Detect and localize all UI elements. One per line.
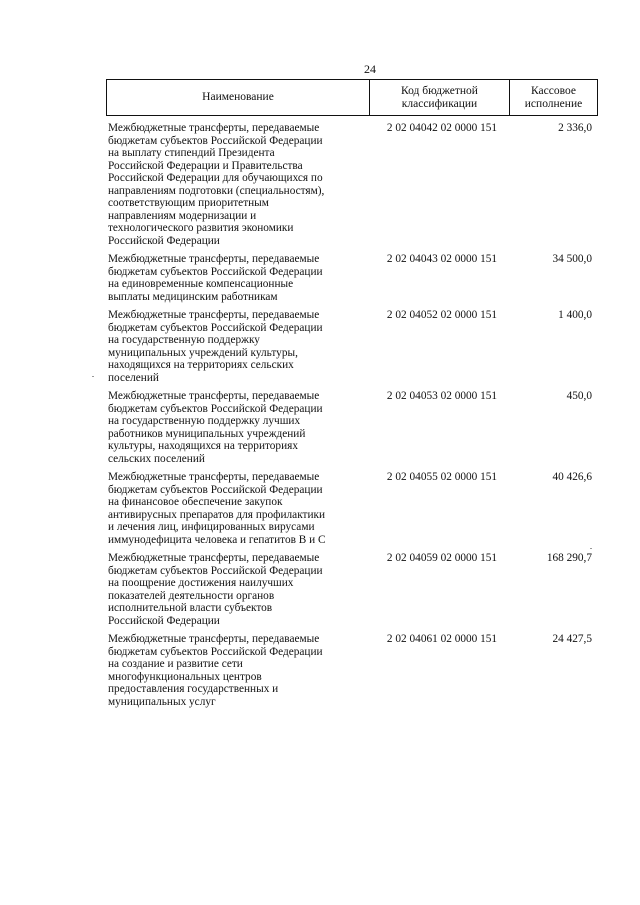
scan-speck — [590, 548, 592, 549]
row-name-line: бюджетам субъектов Российской Федерации — [108, 321, 323, 334]
table-row — [106, 253, 598, 303]
row-name-line: на выплату стипендий Президента — [108, 147, 275, 159]
row-name-line: Межбюджетные трансферты, передаваемые — [108, 633, 320, 645]
row-name-line: антивирусных препаратов для профилактики — [108, 508, 326, 521]
row-name-line: технологического развития экономики — [108, 222, 294, 234]
row-name-line: сельских поселений — [108, 452, 205, 465]
page-number: 24 — [364, 62, 376, 76]
row-exec: 1 400,0 — [558, 309, 592, 321]
row-name-line: иммунодефицита человека и гепатитов B и C — [108, 533, 326, 546]
row-name-line: выплаты медицинским работникам — [108, 290, 278, 303]
row-name-line: исполнительной власти субъектов — [108, 602, 273, 614]
row-exec: 40 426,6 — [552, 471, 592, 483]
row-code: 2 02 04052 02 0000 151 — [386, 309, 498, 321]
row-exec: 450,0 — [566, 390, 592, 402]
row-name-line: Межбюджетные трансферты, передаваемые — [108, 122, 320, 134]
row-name-line: Межбюджетные трансферты, передаваемые — [108, 552, 320, 564]
table-row — [106, 122, 598, 247]
row-name-line: бюджетам субъектов Российской Федерации — [108, 483, 323, 496]
header-exec: Кассовое исполнение — [509, 80, 598, 115]
row-name-line: на государственную поддержку лучших — [108, 415, 301, 427]
row-name-line: Межбюджетные трансферты, передаваемые — [108, 471, 320, 483]
row-exec: 2 336,0 — [558, 122, 592, 134]
row-name-line: Межбюджетные трансферты, передаваемые — [108, 253, 320, 265]
row-code: 2 02 04059 02 0000 151 — [386, 552, 498, 564]
row-name-line: бюджетам субъектов Российской Федерации — [108, 134, 323, 147]
row-name-line: Российской Федерации — [108, 234, 220, 247]
header-code: Код бюджетной классификации — [369, 80, 509, 115]
table-row — [106, 471, 598, 546]
table-row — [106, 552, 598, 627]
row-name-line: Российской Федерации и Правительства — [108, 159, 303, 172]
row-exec: 34 500,0 — [552, 253, 592, 265]
row-name-line: многофункциональных центров — [108, 670, 262, 683]
row-name-line: соответствующим приоритетным — [108, 197, 269, 209]
row-exec: 168 290,7 — [546, 552, 592, 564]
row-name-line: Межбюджетные трансферты, передаваемые — [108, 309, 320, 321]
row-name-line: муниципальных услуг — [108, 695, 216, 708]
row-code: 2 02 04053 02 0000 151 — [386, 390, 498, 402]
row-name — [106, 552, 369, 627]
table-row — [106, 633, 598, 708]
row-name — [106, 253, 369, 303]
table-row — [106, 390, 598, 465]
row-name-line: культуры, находящихся на территориях — [108, 440, 298, 452]
row-name-line: показателей деятельности органов — [108, 589, 275, 602]
row-name — [106, 633, 369, 708]
row-code: 2 02 04055 02 0000 151 — [386, 471, 498, 483]
table-header — [106, 79, 598, 116]
row-name-line: поселений — [108, 371, 159, 384]
table-body — [106, 116, 598, 708]
row-name-line: Межбюджетные трансферты, передаваемые — [108, 390, 320, 402]
row-name-line: Российской Федерации для обучающихся по — [108, 172, 323, 184]
row-name-line: бюджетам субъектов Российской Федерации — [108, 564, 323, 577]
row-name — [106, 471, 369, 546]
row-name-line: направлениям модернизации и — [108, 209, 257, 222]
table-row — [106, 309, 598, 384]
row-name-line: на поощрение достижения наилучших — [108, 577, 294, 589]
row-name-line: на государственную поддержку — [108, 334, 260, 346]
row-code: 2 02 04061 02 0000 151 — [386, 633, 498, 645]
row-name-line: работников муниципальных учреждений — [108, 427, 306, 440]
row-name-line: на финансовое обеспечение закупок — [108, 496, 283, 508]
row-name-line: на единовременные компенсационные — [108, 278, 294, 290]
row-name — [106, 309, 369, 384]
budget-table — [106, 79, 598, 714]
row-name-line: направлениям подготовки (специальностям), — [108, 184, 325, 197]
row-name-line: бюджетам субъектов Российской Федерации — [108, 402, 323, 415]
row-name-line: Российской Федерации — [108, 614, 220, 627]
row-code: 2 02 04042 02 0000 151 — [386, 122, 498, 134]
row-name-line: бюджетам субъектов Российской Федерации — [108, 265, 323, 278]
scan-speck — [92, 376, 94, 377]
row-name-line: муниципальных учреждений культуры, — [108, 346, 298, 359]
row-name-line: и лечения лиц, инфицированных вирусами — [108, 521, 315, 533]
row-name-line: на создание и развитие сети — [108, 658, 243, 670]
row-exec: 24 427,5 — [552, 633, 592, 645]
header-name: Наименование — [106, 80, 369, 115]
row-code: 2 02 04043 02 0000 151 — [386, 253, 498, 265]
row-name-line: предоставления государственных и — [108, 683, 279, 695]
row-name-line: бюджетам субъектов Российской Федерации — [108, 645, 323, 658]
row-name — [106, 390, 369, 465]
row-name — [106, 122, 369, 247]
row-name-line: находящихся на территориях сельских — [108, 359, 294, 371]
